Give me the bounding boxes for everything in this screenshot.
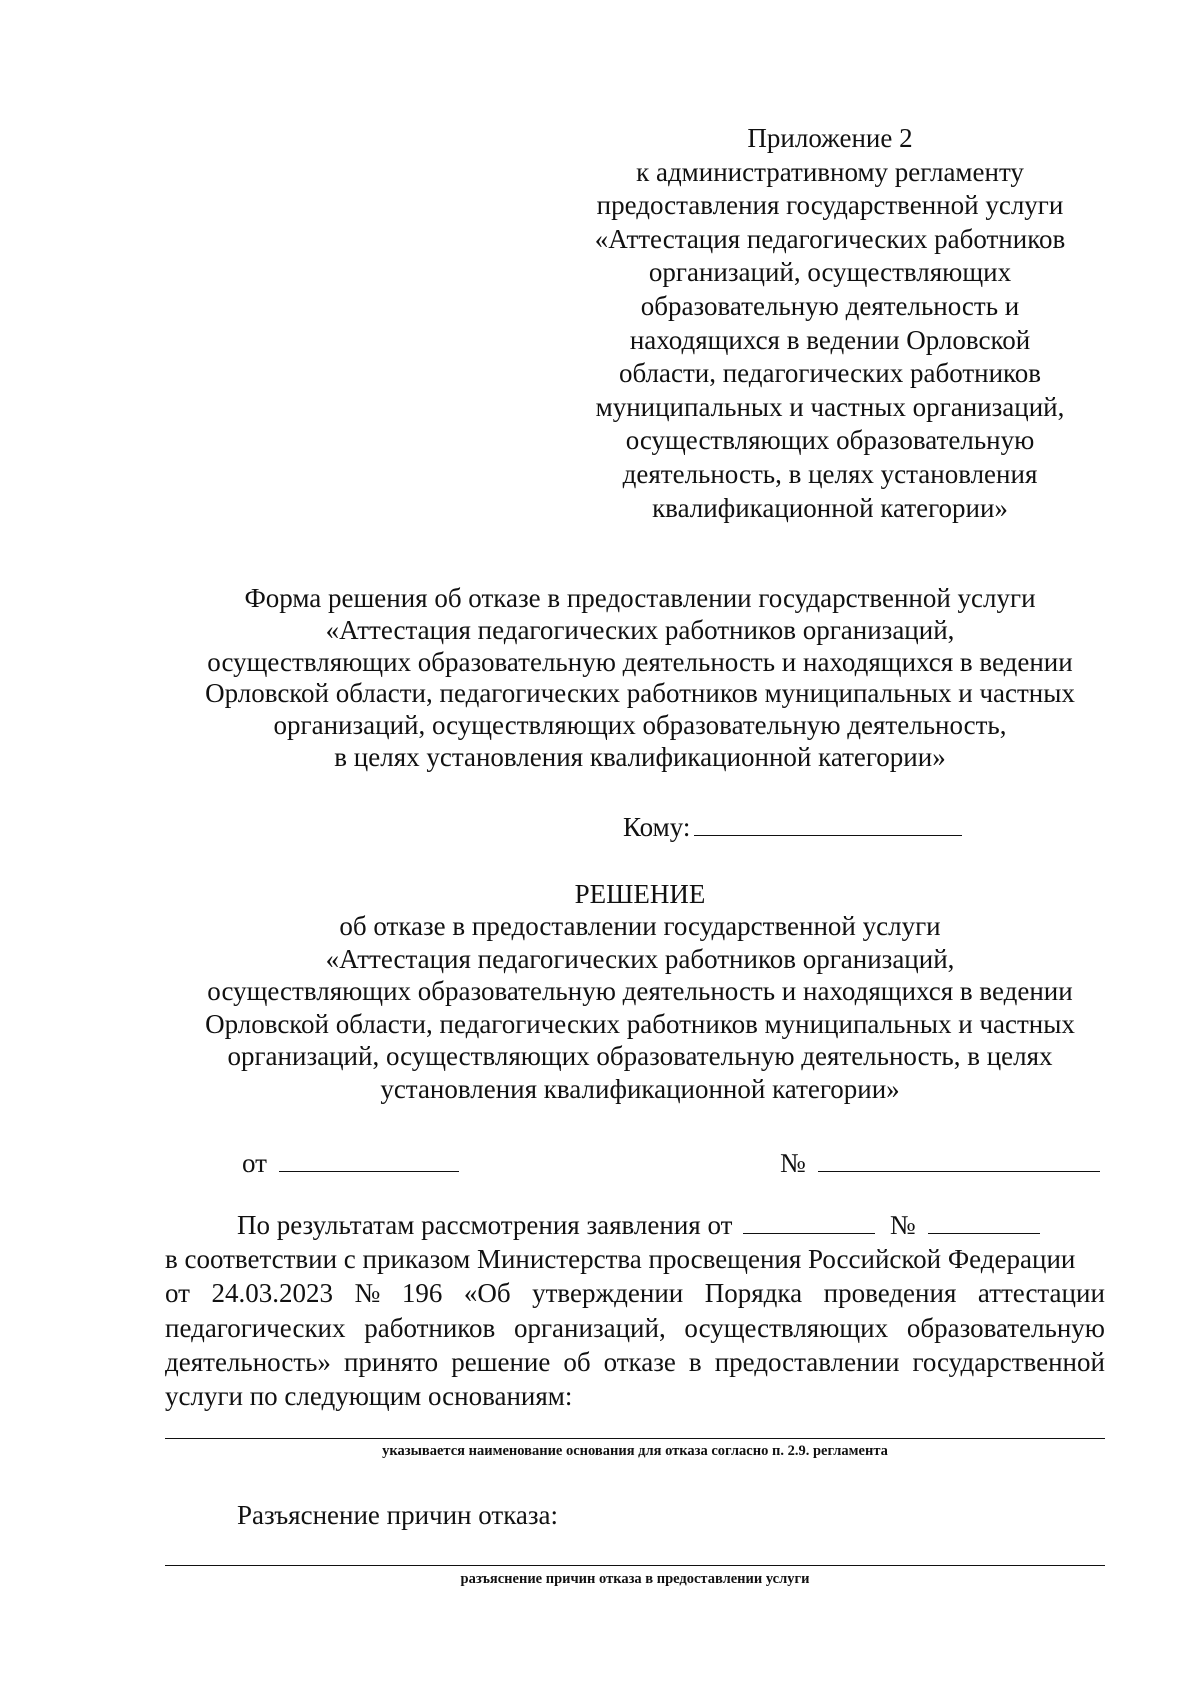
recipient-blank[interactable] xyxy=(694,811,962,836)
decision-subtitle xyxy=(160,910,1120,1106)
form-title xyxy=(160,583,1120,774)
form-title-line: организаций, осуществляющих образовательную деятельность, xyxy=(273,710,1007,741)
body-word: образовательную xyxy=(906,1312,1105,1343)
appendix-line: области, педагогических работников xyxy=(618,358,1042,389)
application-date-blank[interactable] xyxy=(743,1211,875,1234)
grounds-fill-line[interactable] xyxy=(165,1438,1105,1439)
form-title-line: Орловской области, педагогических работников муниципальных и частных xyxy=(205,678,1075,709)
number-blank[interactable] xyxy=(818,1147,1100,1172)
body-word: в xyxy=(688,1346,702,1377)
decision-body xyxy=(165,1208,1105,1413)
grounds-caption: указывается наименование основания для отказа согласно п. 2.9. регламента xyxy=(382,1443,888,1459)
appendix-line: Приложение 2 xyxy=(747,123,913,153)
decision-number-field xyxy=(780,1146,1100,1180)
body-line-1 xyxy=(165,1208,1105,1242)
recipient-field xyxy=(623,810,962,844)
body-line-2: в соответствии с приказом Министерства просвещения Российской Федерации xyxy=(165,1244,1076,1275)
body-word: от xyxy=(165,1278,190,1309)
body-line-5 xyxy=(165,1345,1105,1379)
body-word: аттестации xyxy=(977,1278,1105,1309)
application-number-blank[interactable] xyxy=(928,1211,1040,1234)
body-line-1-text: По результатам рассмотрения заявления от xyxy=(237,1210,733,1240)
number-label: № xyxy=(780,1148,806,1178)
application-number-label: № xyxy=(889,1210,916,1240)
appendix-line: квалификационной категории» xyxy=(652,492,1008,523)
body-word: № xyxy=(354,1278,381,1309)
decision-line: организаций, осуществляющих образовательную деятельность, в целях xyxy=(227,1041,1053,1072)
body-word: деятельность» xyxy=(165,1346,331,1377)
body-word: об xyxy=(563,1346,591,1377)
decision-line: Орловской области, педагогических работников муниципальных и частных xyxy=(205,1008,1075,1039)
body-word: решение xyxy=(451,1346,551,1377)
body-word: 196 xyxy=(401,1278,443,1309)
form-title-line: в целях установления квалификационной категории» xyxy=(334,741,946,772)
date-blank[interactable] xyxy=(279,1147,459,1172)
appendix-line: муниципальных и частных организаций, xyxy=(595,391,1065,422)
body-word: принято xyxy=(343,1346,439,1377)
explanation-caption: разъяснение причин отказа в предоставлении услуги xyxy=(460,1571,810,1587)
appendix-line: находящихся в ведении Орловской xyxy=(629,324,1031,355)
appendix-header xyxy=(560,122,1100,525)
body-word: 24.03.2023 xyxy=(211,1278,333,1309)
appendix-line: предоставления государственной услуги xyxy=(596,190,1064,221)
body-word: утверждении xyxy=(532,1278,684,1309)
form-title-line: «Аттестация педагогических работников организаций, xyxy=(325,614,955,645)
body-word: работников xyxy=(364,1312,496,1343)
appendix-line: организаций, осуществляющих xyxy=(648,257,1012,288)
decision-line: об отказе в предоставлении государственной услуги xyxy=(339,911,941,941)
body-line-6: услуги по следующим основаниям: xyxy=(165,1381,573,1412)
decision-heading: РЕШЕНИЕ xyxy=(574,879,706,909)
recipient-label: Кому: xyxy=(623,812,691,842)
body-word: осуществляющих xyxy=(684,1312,889,1343)
body-word: проведения xyxy=(823,1278,957,1309)
body-line-4 xyxy=(165,1311,1105,1345)
appendix-line: образовательную деятельность и xyxy=(640,290,1020,321)
body-line-3 xyxy=(165,1276,1105,1310)
explanation-fill-line[interactable] xyxy=(165,1565,1105,1566)
body-word: «Об xyxy=(463,1278,511,1309)
body-word: государственной xyxy=(912,1346,1105,1377)
date-label: от xyxy=(242,1148,267,1178)
decision-line: установления квалификационной категории» xyxy=(380,1073,900,1104)
form-title-line: Форма решения об отказе в предоставлении государственной услуги xyxy=(244,583,1036,613)
appendix-line: к административному регламенту xyxy=(636,156,1024,187)
decision-line: осуществляющих образовательную деятельность и находящихся в ведении xyxy=(207,976,1073,1007)
explanation-label: Разъяснение причин отказа: xyxy=(237,1500,559,1530)
decision-date-field xyxy=(242,1146,459,1180)
form-title-line: осуществляющих образовательную деятельность и находящихся в ведении xyxy=(207,646,1073,677)
appendix-line: деятельность, в целях установления xyxy=(622,458,1038,489)
decision-date-number-row xyxy=(0,1146,1200,1182)
decision-line: «Аттестация педагогических работников организаций, xyxy=(325,943,955,974)
body-word: отказе xyxy=(603,1346,676,1377)
body-word: организаций, xyxy=(513,1312,666,1343)
body-word: Порядка xyxy=(704,1278,803,1309)
body-word: педагогических xyxy=(165,1312,346,1343)
body-word: предоставлении xyxy=(714,1346,900,1377)
appendix-line: «Аттестация педагогических работников xyxy=(594,223,1066,254)
appendix-line: осуществляющих образовательную xyxy=(625,425,1035,456)
